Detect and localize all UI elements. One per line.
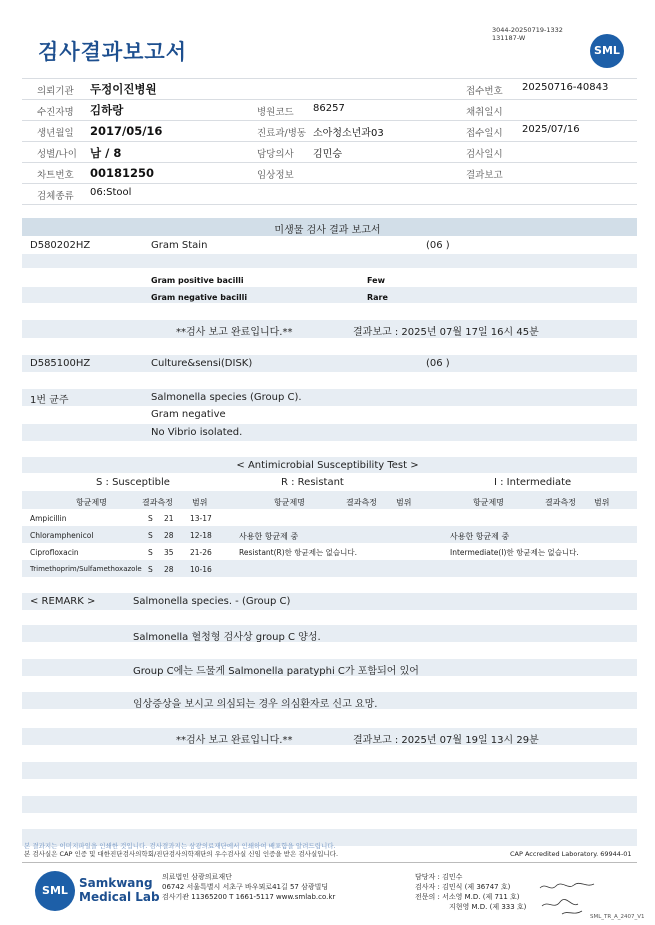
culture-test-code: D585100HZ xyxy=(30,358,91,369)
form-code: SML_TR_A_2407_V1 xyxy=(590,914,645,920)
gram-reported-time: 결과보고 : 2025년 07월 17일 16시 45분 xyxy=(353,327,539,338)
ast-range: 10-16 xyxy=(190,565,212,574)
label-patient-name: 수진자명 xyxy=(37,107,74,118)
ast-range: 13-17 xyxy=(190,514,212,523)
legend-susceptible: S : Susceptible xyxy=(96,477,170,488)
row-band xyxy=(22,526,637,543)
final-reported-time: 결과보고 : 2025년 07월 19일 13시 29분 xyxy=(353,735,539,746)
label-chart-number: 차트번호 xyxy=(37,170,74,181)
label-sex-age: 성별/나이 xyxy=(37,149,77,160)
label-receipt-datetime: 접수일시 xyxy=(466,128,503,139)
header-divider xyxy=(22,99,637,100)
ast-result: S xyxy=(148,565,153,574)
label-doctor: 담당의사 xyxy=(257,149,294,160)
value-hospital-code: 86257 xyxy=(313,103,345,114)
row-band xyxy=(22,728,637,745)
header-divider xyxy=(22,162,637,163)
value-receipt-number: 20250716-40843 xyxy=(522,82,609,93)
gram-test-code: D580202HZ xyxy=(30,240,91,251)
label-test-datetime: 검사일시 xyxy=(466,149,503,160)
ast-result: S xyxy=(148,531,153,540)
gram-specimen: (06 ) xyxy=(426,240,450,251)
row-band xyxy=(22,320,637,338)
footer-address: 의료법인 삼광의료재단 06742 서울특별시 서초구 바우뫼로41길 57 삼광빌딩 검사기관 11365200 T 1661-5117 www.smlab.co.kr xyxy=(162,873,336,901)
ast-drug-name: Ciprofloxacin xyxy=(30,548,79,557)
value-patient-name: 김하랑 xyxy=(90,103,124,117)
header-divider xyxy=(22,204,637,205)
gram-row-result: Few xyxy=(367,276,385,285)
isolate-line: Salmonella species (Group C). xyxy=(151,392,302,403)
ast-header-drug: 항균제명 xyxy=(274,498,305,507)
samkwang-logo-mark: SML xyxy=(35,871,75,911)
row-band xyxy=(22,355,637,372)
label-department: 진료과/병동 xyxy=(257,128,307,139)
gram-report-done: **검사 보고 완료입니다.** xyxy=(176,327,293,338)
sml-logo: SML xyxy=(590,34,624,68)
section-title: 미생물 검사 결과 보고서 xyxy=(274,225,381,236)
value-birthdate: 2017/05/16 xyxy=(90,124,163,138)
row-band xyxy=(22,796,637,813)
ast-header-range: 범위 xyxy=(594,498,610,507)
ast-header-result: 결과측정 xyxy=(346,498,377,507)
ast-header-drug: 항균제명 xyxy=(473,498,504,507)
ast-range: 21-26 xyxy=(190,548,212,557)
legend-resistant: R : Resistant xyxy=(281,477,344,488)
footer-notice-certification: 본 검사실은 CAP 인증 및 대한진단검사의학회/진단검사의학재단의 우수검사실 신임 인증을 받은 검사실입니다. xyxy=(24,850,339,858)
ast-header-range: 범위 xyxy=(396,498,412,507)
ast-header-drug: 항균제명 xyxy=(76,498,107,507)
value-department: 소아청소년과03 xyxy=(313,128,384,139)
row-band xyxy=(22,254,637,268)
ast-note-resistant: Resistant(R)한 항균제는 없습니다. xyxy=(239,548,358,557)
row-band xyxy=(22,287,637,303)
header-divider xyxy=(22,120,637,121)
ast-header-range: 범위 xyxy=(192,498,208,507)
footer-staff: 담당자 : 김민수 검사자 : 김민식 (제 36747 호) 전문의 : 서소영 M.D. (제 711 호) 지현영 M.D. (제 333 호) xyxy=(415,873,527,911)
ast-range: 12-18 xyxy=(190,531,212,540)
remark-label: < REMARK > xyxy=(30,596,96,607)
ast-result: S xyxy=(148,514,153,523)
footer-notice-print: 본 결과지는 이미지파일을 인쇄한 것입니다. 검사결과지는 삼광의료재단에서 인쇄하여 배포함을 알려드립니다. xyxy=(24,842,336,850)
remark-line: Salmonella species. - (Group C) xyxy=(133,596,291,607)
ast-note-intermediate: Intermediate(I)한 항균제는 없습니다. xyxy=(450,548,579,557)
label-result-report: 결과보고 xyxy=(466,170,503,181)
document-code: 3044-20250719-1332 131187-W xyxy=(492,26,563,42)
culture-test-name: Culture&sensi(DISK) xyxy=(151,358,253,369)
row-band xyxy=(22,625,637,642)
row-band xyxy=(22,389,637,406)
label-receipt-number: 접수번호 xyxy=(466,86,503,97)
ast-value: 35 xyxy=(164,548,174,557)
ast-title: < Antimicrobial Susceptibility Test > xyxy=(236,460,419,471)
ast-drug-name: Ampicillin xyxy=(30,514,67,523)
culture-specimen: (06 ) xyxy=(426,358,450,369)
label-clinical-info: 임상정보 xyxy=(257,170,294,181)
label-specimen: 검체종류 xyxy=(37,191,74,202)
isolate-label: 1번 균주 xyxy=(30,395,69,406)
label-collection-datetime: 채취일시 xyxy=(466,107,503,118)
value-chart-number: 00181250 xyxy=(90,166,155,180)
header-divider xyxy=(22,183,637,184)
value-clinic: 두정이진병원 xyxy=(90,82,157,96)
ast-drug-name: Trimethoprim/Sulfamethoxazole xyxy=(30,565,142,573)
label-hospital-code: 병원코드 xyxy=(257,107,294,118)
signature-marks xyxy=(538,880,598,920)
label-birthdate: 생년월일 xyxy=(37,128,74,139)
gram-row-name: Gram positive bacilli xyxy=(151,276,244,285)
ast-value: 21 xyxy=(164,514,174,523)
remark-line: 임상증상을 보시고 의심되는 경우 의심환자로 신고 요망. xyxy=(133,699,378,710)
value-sex-age: 남 / 8 xyxy=(90,146,122,160)
page-title: 검사결과보고서 xyxy=(38,40,188,64)
ast-note-usable: 사용한 항균제 중 xyxy=(450,532,510,541)
ast-header-result: 결과측정 xyxy=(545,498,576,507)
row-band xyxy=(22,424,637,441)
ast-value: 28 xyxy=(164,565,174,574)
legend-intermediate: I : Intermediate xyxy=(494,477,572,488)
gram-row-result: Rare xyxy=(367,293,388,302)
header-divider xyxy=(22,141,637,142)
remark-line: Salmonella 혈청형 검사상 group C 양성. xyxy=(133,632,321,643)
final-report-done: **검사 보고 완료입니다.** xyxy=(176,735,293,746)
samkwang-logo-text: Samkwang Medical Lab xyxy=(79,876,160,904)
value-receipt-datetime: 2025/07/16 xyxy=(522,124,580,135)
isolate-line: No Vibrio isolated. xyxy=(151,427,243,438)
gram-row-name: Gram negative bacilli xyxy=(151,293,248,302)
footer-divider xyxy=(22,862,637,863)
gram-test-name: Gram Stain xyxy=(151,240,208,251)
label-clinic: 의뢰기관 xyxy=(37,86,74,97)
header-divider xyxy=(22,78,637,79)
value-specimen: 06:Stool xyxy=(90,187,132,198)
footer-cap: CAP Accredited Laboratory. 69944-01 xyxy=(510,850,632,858)
value-doctor: 김민승 xyxy=(313,149,342,160)
ast-note-usable: 사용한 항균제 중 xyxy=(239,532,299,541)
isolate-line: Gram negative xyxy=(151,409,226,420)
ast-header-result: 결과측정 xyxy=(142,498,173,507)
ast-value: 28 xyxy=(164,531,174,540)
row-band xyxy=(22,593,637,610)
remark-line: Group C에는 드물게 Salmonella paratyphi C가 포함되어 있어 xyxy=(133,666,419,677)
ast-drug-name: Chloramphenicol xyxy=(30,531,94,540)
ast-result: S xyxy=(148,548,153,557)
row-band xyxy=(22,762,637,779)
